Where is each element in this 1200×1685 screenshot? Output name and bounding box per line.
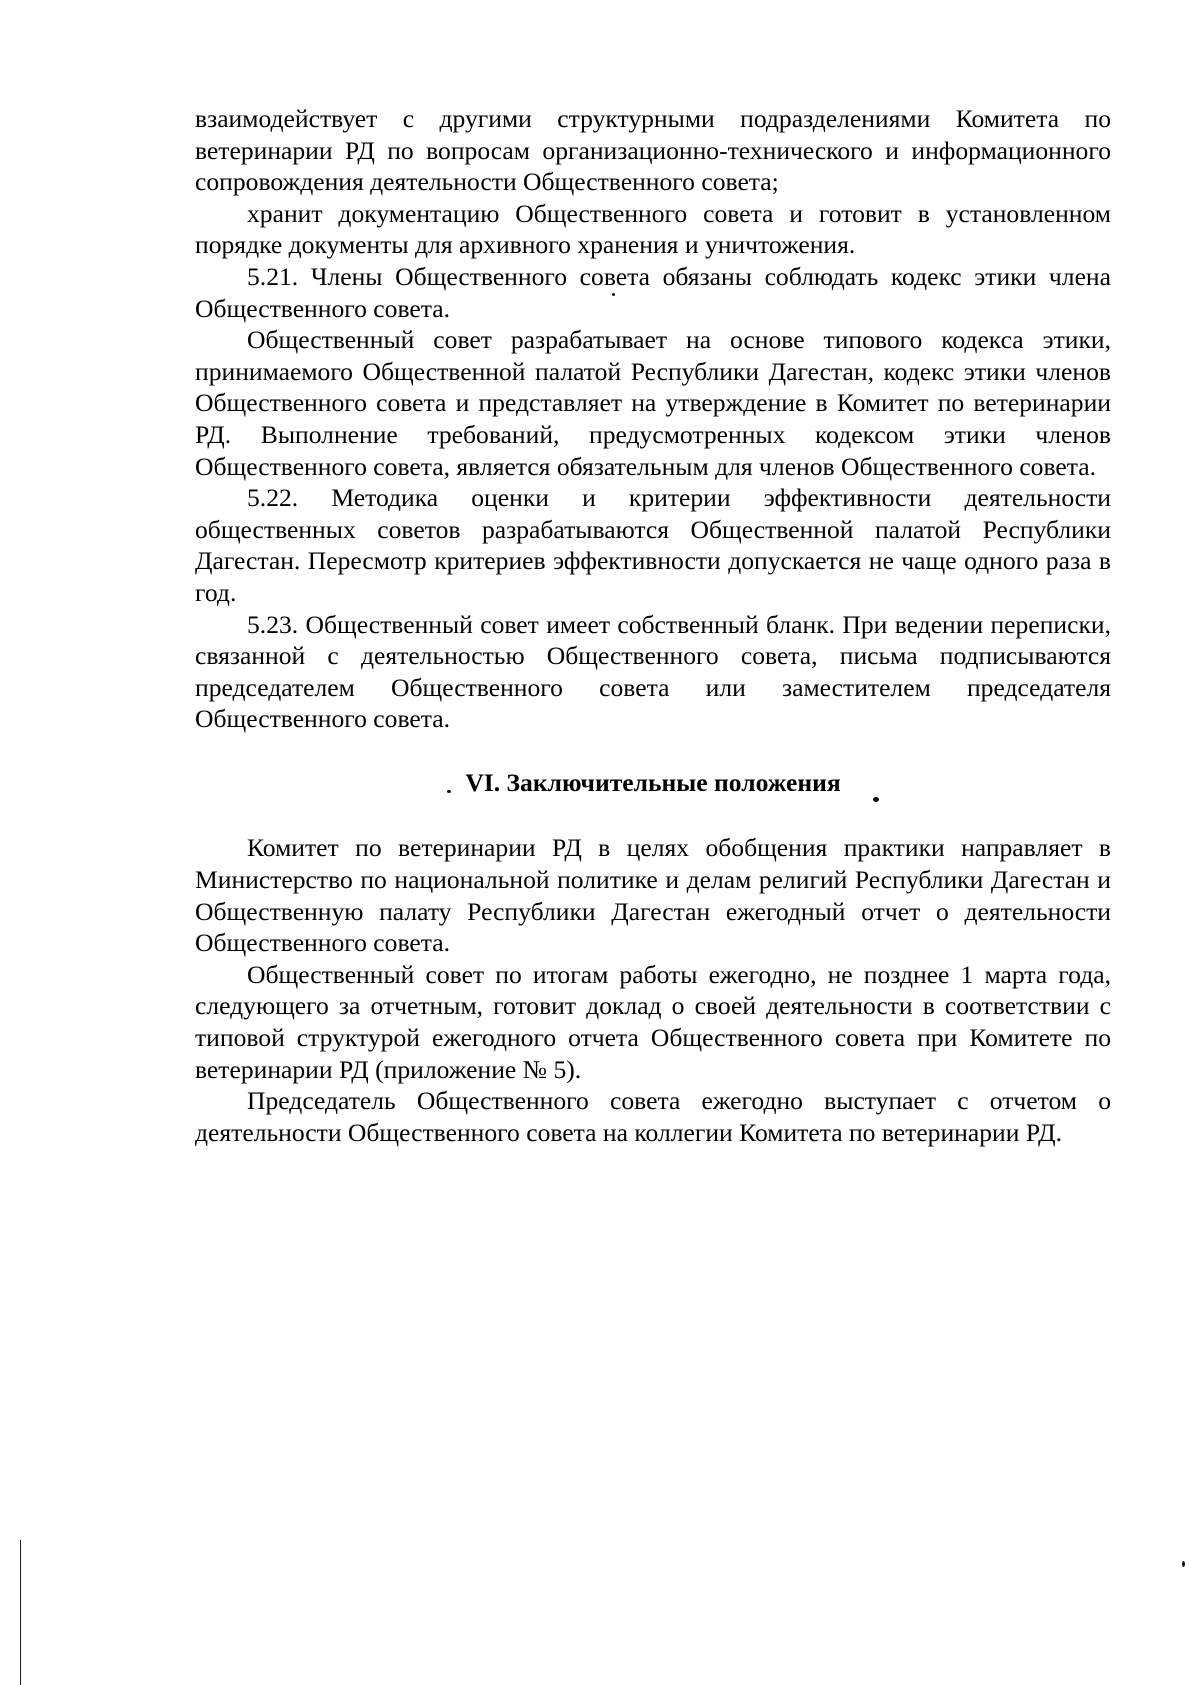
- paragraph: Общественный совет разрабатывает на основе типового кодекса этики, принимаемого Общественной палатой Республики Дагестан, кодекс этики членов Общественного совета и представляет на утверждение в Комитет по ветеринарии РД. Выполнение требований, предусмотренных кодексом этики членов Общественного совета, является обязательным для членов Общественного совета.: [195, 325, 1111, 481]
- scan-edge-line: [20, 1540, 21, 1685]
- section-heading: VI. Заключительные положения: [465, 767, 841, 797]
- paragraph: 5.23. Общественный совет имеет собственный бланк. При ведении переписки, связанной с деятельностью Общественного совета, письма подписываются председателем Общественного совета или заместителем председателя Общественного совета.: [195, 609, 1111, 734]
- paragraph: Комитет по ветеринарии РД в целях обобщения практики направляет в Министерство по национальной политике и делам религий Республики Дагестан и Общественную палату Республики Дагестан ежегодный отчет о деятельности Общественного совета.: [195, 833, 1111, 958]
- document-body: [195, 103, 1111, 1148]
- scan-speck: [1182, 1561, 1185, 1567]
- paragraph: Председатель Общественного совета ежегодно выступает с отчетом о деятельности Общественного совета на коллегии Комитета по ветеринарии РД.: [195, 1086, 1111, 1147]
- paragraph: 5.21. Члены Общественного совета обязаны соблюдать кодекс этики члена Общественного совета.: [195, 261, 1111, 323]
- paragraph: Общественный совет по итогам работы ежегодно, не позднее 1 марта года, следующего за отчетным, готовит доклад о своей деятельности в соответствии с типовой структурой ежегодного отчета Общественного совета при Комитете по ветеринарии РД (приложение № 5).: [195, 959, 1111, 1084]
- paragraph: взаимодействует с другими структурными подразделениями Комитета по ветеринарии РД по вопросам организационно-технического и информационного сопровождения деятельности Общественного совета;: [195, 104, 1111, 197]
- paragraph: хранит документацию Общественного совета и готовит в установленном порядке документы для архивного хранения и уничтожения.: [195, 198, 1111, 260]
- paragraph: 5.22. Методика оценки и критерии эффективности деятельности общественных советов разрабатываются Общественной палатой Республики Дагестан. Пересмотр критериев эффективности допускается не чаще одного раза в год.: [195, 483, 1111, 607]
